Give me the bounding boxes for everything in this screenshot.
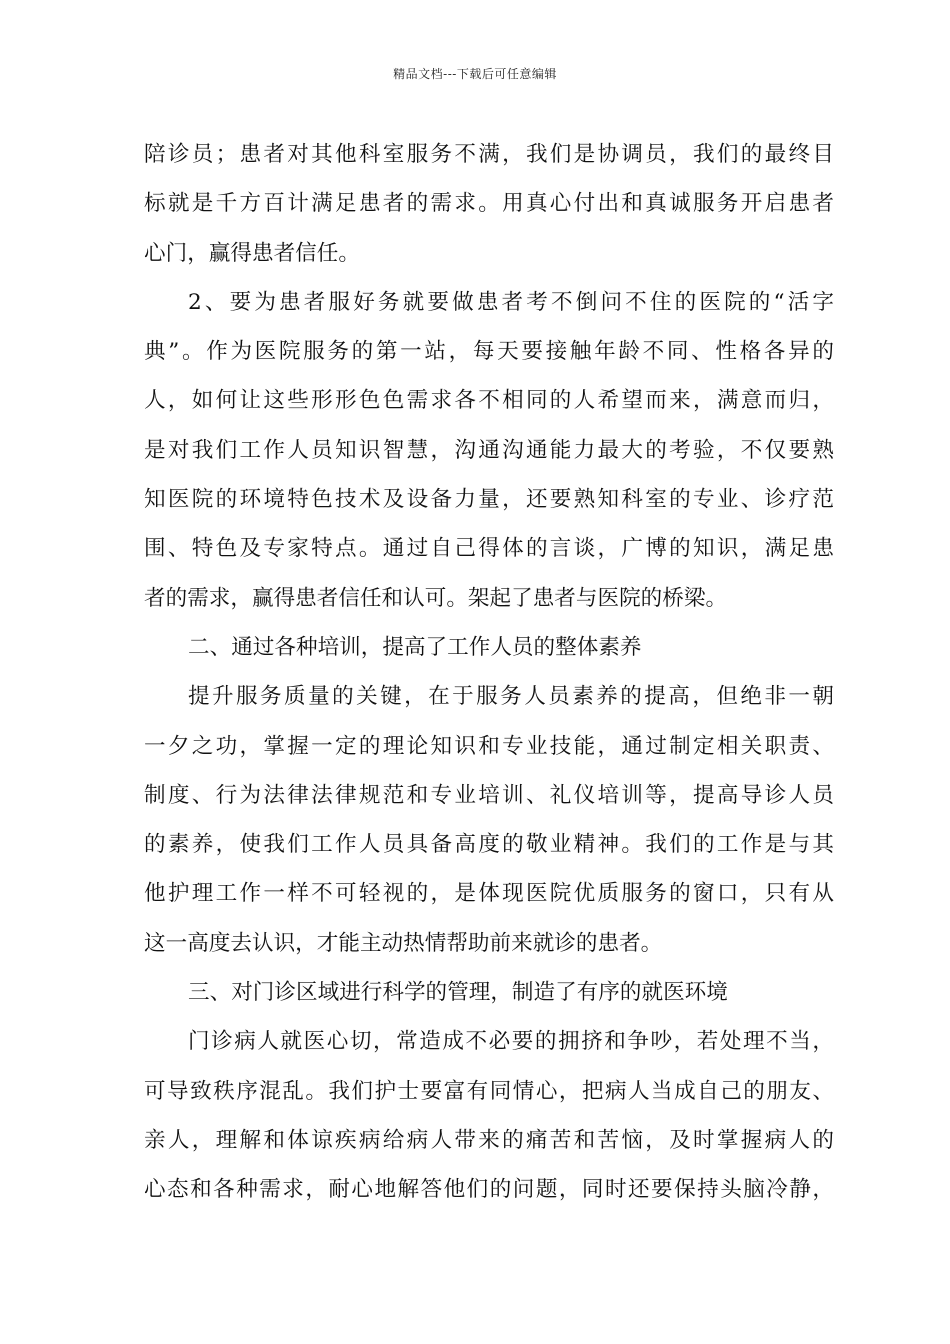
text-line: 他护理工作一样不可轻视的，是体现医院优质服务的窗口，只有从 [144,881,834,907]
text-line: 典”。作为医院服务的第一站，每天要接触年龄不同、性格各异的 [144,339,834,365]
text-line: 这一高度去认识，才能主动热情帮助前来就诊的患者。 [144,930,663,956]
text-line: 陪诊员；患者对其他科室服务不满，我们是协调员，我们的最终目 [144,142,834,167]
text-line: 二、通过各种培训，提高了工作人员的整体素养 [188,634,642,660]
text-line: 心门，赢得患者信任。 [144,240,360,266]
text-line: 2、要为患者服好务就要做患者考不倒问不住的医院的“活字 [188,289,834,315]
text-line: 可导致秩序混乱。我们护士要富有同情心，把病人当成自己的朋友、 [144,1078,834,1104]
text-line: 标就是千方百计满足患者的需求。用真心付出和真诚服务开启患者 [144,191,834,217]
text-line: 围、特色及专家特点。通过自己得体的言谈，广博的知识，满足患 [144,536,834,562]
text-line: 亲人，理解和体谅疾病给病人带来的痛苦和苦恼，及时掌握病人的 [144,1127,834,1153]
text-line: 心态和各种需求，耐心地解答他们的问题，同时还要保持头脑冷静， [144,1177,834,1203]
text-line: 制度、行为法律法律规范和专业培训、礼仪培训等，提高导诊人员 [144,782,834,808]
text-line: 者的需求，赢得患者信任和认可。架起了患者与医院的桥梁。 [144,585,728,611]
text-line: 一夕之功，掌握一定的理论知识和专业技能，通过制定相关职责、 [144,733,834,759]
document-body [144,130,834,1215]
text-line: 是对我们工作人员知识智慧，沟通沟通能力最大的考验，不仅要熟 [144,437,834,463]
page-header: 精品文档---下载后可任意编辑 [393,67,557,81]
text-line: 提升服务质量的关键，在于服务人员素养的提高，但绝非一朝 [188,684,834,710]
text-line: 门诊病人就医心切，常造成不必要的拥挤和争吵，若处理不当， [188,1029,834,1055]
text-line: 三、对门诊区域进行科学的管理，制造了有序的就医环境 [188,980,728,1006]
text-line: 知医院的环境特色技术及设备力量，还要熟知科室的专业、诊疗范 [144,487,834,513]
text-line: 人，如何让这些形形色色需求各不相同的人希望而来，满意而归， [144,388,834,414]
text-line: 的素养，使我们工作人员具备高度的敬业精神。我们的工作是与其 [144,832,834,858]
